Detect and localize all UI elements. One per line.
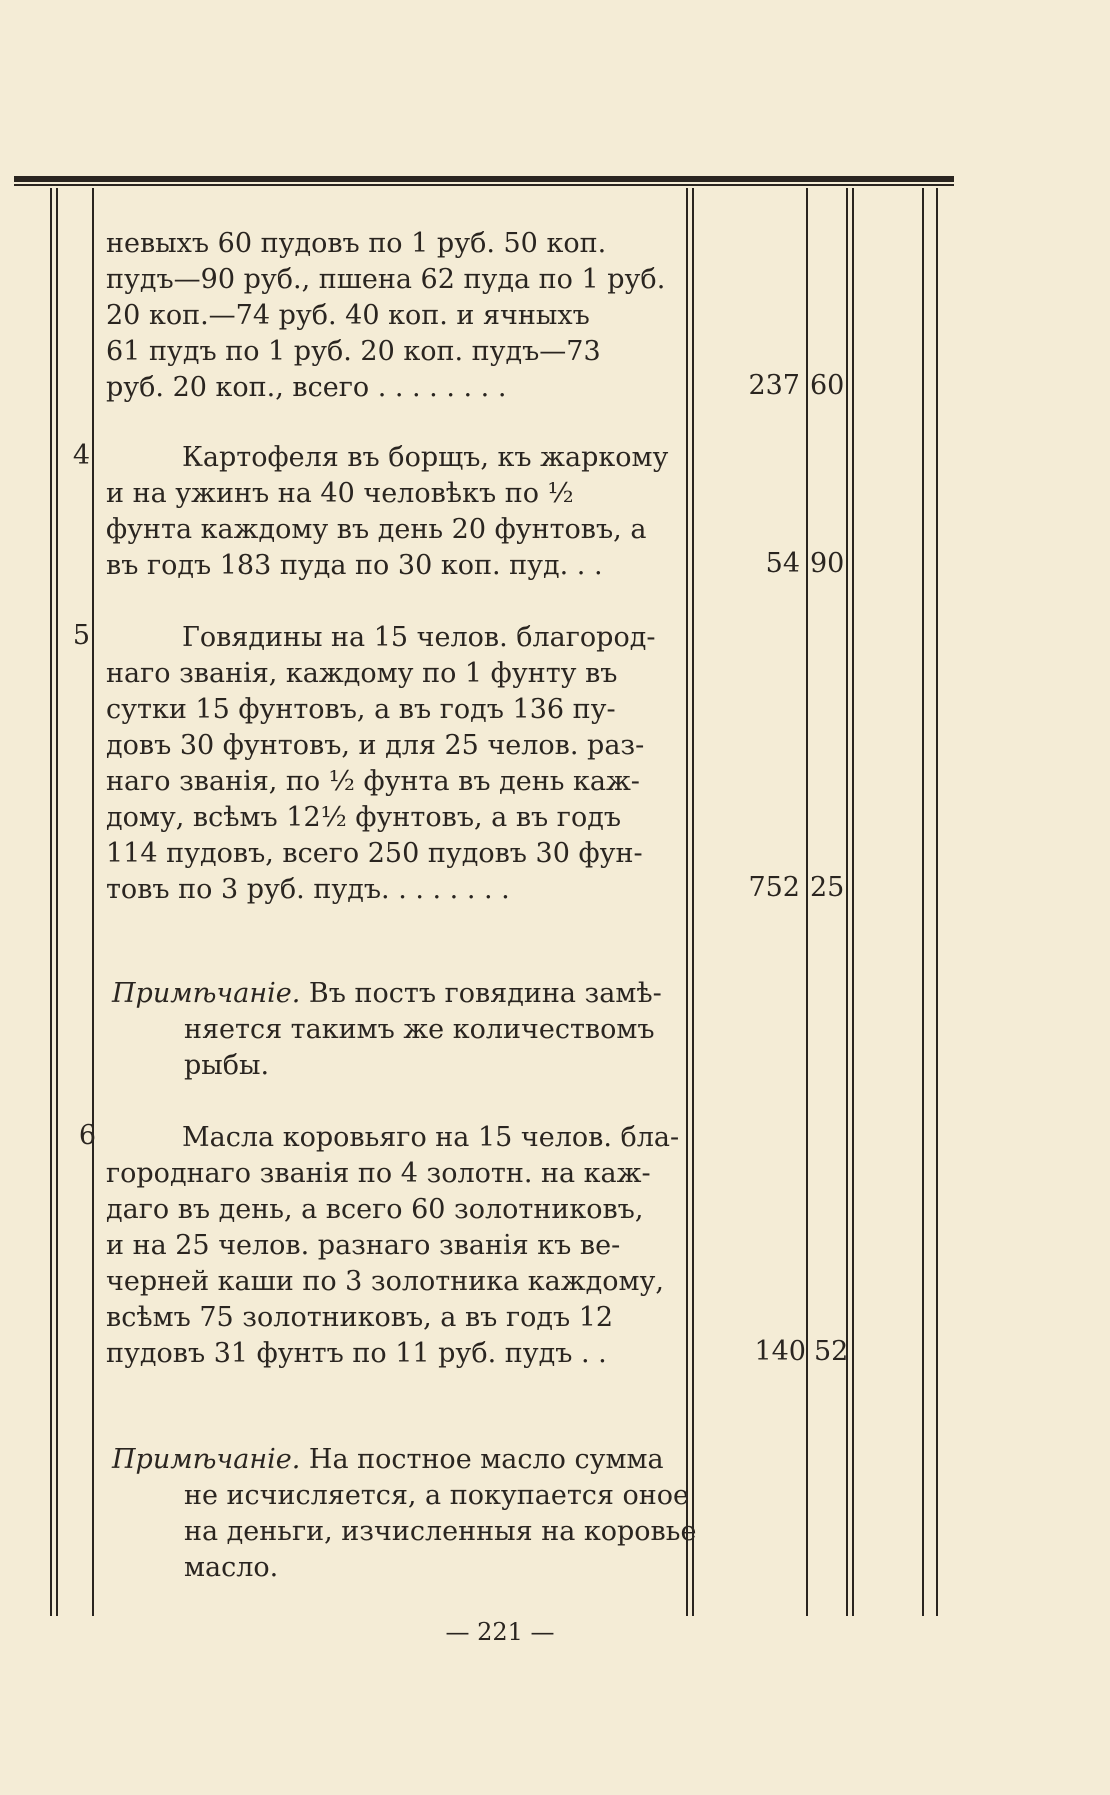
entry-line: дому, всѣмъ 12½ фунтовъ, а въ годъ xyxy=(106,802,622,833)
entry-block xyxy=(106,226,676,406)
entry-line: довъ 30 фунтовъ, и для 25 челов. раз- xyxy=(106,730,645,761)
entry-line: товъ по 3 руб. пудъ. . . . . . . . xyxy=(106,874,510,905)
note-line: Примѣчаніе. Въ постъ говядина замѣ- xyxy=(112,976,672,1012)
entry-line: руб. 20 коп., всего . . . . . . . . xyxy=(106,372,507,403)
amount-rubles: 752 xyxy=(748,872,800,903)
note-label: Примѣчаніе. xyxy=(112,978,301,1009)
entry-line: пудовъ 31 фунтъ по 11 руб. пудъ . . xyxy=(106,1338,607,1369)
entry-line: пудъ—90 руб., пшена 62 пуда по 1 руб. xyxy=(106,264,666,295)
entry-block xyxy=(106,440,676,584)
entry-number: 4 xyxy=(72,440,90,471)
entry-line: сутки 15 фунтовъ, а въ годъ 136 пу- xyxy=(106,694,616,725)
note-line: на деньги, изчисленныя на коровье xyxy=(184,1516,697,1547)
note-label: Примѣчаніе. xyxy=(112,1444,301,1475)
entry-line: и на ужинъ на 40 человѣкъ по ½ xyxy=(106,478,574,509)
col-rule-num xyxy=(92,188,94,1616)
amount-kopecks: 90 xyxy=(810,548,845,579)
entry-line: фунта каждому въ день 20 фунтовъ, а xyxy=(106,514,647,545)
note-block xyxy=(112,976,672,1084)
note-line: не исчисляется, а покупается оное xyxy=(184,1480,689,1511)
note-line: няется такимъ же количествомъ xyxy=(184,1014,655,1045)
entry-line: невыхъ 60 пудовъ по 1 руб. 50 коп. xyxy=(106,228,607,259)
col-rule-left-outer xyxy=(50,188,52,1616)
note-line: рыбы. xyxy=(184,1050,270,1081)
amount-kopecks: 60 xyxy=(810,370,845,401)
entry-block xyxy=(106,1120,680,1372)
col-rule-left-inner xyxy=(56,188,58,1616)
entry-line: въ годъ 183 пуда по 30 коп. пуд. . . xyxy=(106,550,603,581)
page-number: — 221 — xyxy=(445,1618,555,1646)
amount-rubles: 237 xyxy=(748,370,800,401)
col-rule-text-right2 xyxy=(692,188,694,1616)
entry-line: черней каши по 3 золотника каждому, xyxy=(106,1266,664,1297)
note-line: Примѣчаніе. На постное масло сумма xyxy=(112,1442,672,1478)
entry-line: наго званія, по ½ фунта въ день каж- xyxy=(106,766,640,797)
entry-number: 5 xyxy=(72,620,90,651)
top-rule-thin xyxy=(14,184,954,186)
top-rule xyxy=(14,176,954,182)
col-rule-rub-right xyxy=(806,188,808,1616)
note-line: масло. xyxy=(184,1552,279,1583)
entry-line: 114 пудовъ, всего 250 пудовъ 30 фун- xyxy=(106,838,643,869)
entry-line: и на 25 челов. разнаго званія къ ве- xyxy=(106,1230,621,1261)
entry-line: даго въ день, а всего 60 золотниковъ, xyxy=(106,1194,644,1225)
col-rule-kop-right2 xyxy=(852,188,854,1616)
col-rule-right-outer xyxy=(922,188,924,1616)
entry-line: наго званія, каждому по 1 фунту въ xyxy=(106,658,618,689)
amount-rubles: 54 xyxy=(765,548,800,579)
entry-line: 61 пудъ по 1 руб. 20 коп. пудъ—73 xyxy=(106,336,601,367)
entry-number: 6 xyxy=(78,1120,96,1151)
entry-line: 20 коп.—74 руб. 40 коп. и ячныхъ xyxy=(106,300,590,331)
entry-line: Говядины на 15 челов. благород- xyxy=(182,622,656,653)
entry-line: городнаго званія по 4 золотн. на каж- xyxy=(106,1158,651,1189)
amount-kopecks: 25 xyxy=(810,872,845,903)
amount-rubles: 140 xyxy=(754,1336,806,1367)
note-block xyxy=(112,1442,697,1586)
entry-block xyxy=(106,620,676,908)
amount-kopecks: 52 xyxy=(814,1336,849,1367)
entry-line: Картофеля въ борщъ, къ жаркому xyxy=(182,442,669,473)
col-rule-text-right xyxy=(686,188,688,1616)
entry-line: всѣмъ 75 золотниковъ, а въ годъ 12 xyxy=(106,1302,614,1333)
col-rule-right-outer2 xyxy=(936,188,938,1616)
entry-line: Масла коровьяго на 15 челов. бла- xyxy=(182,1122,680,1153)
